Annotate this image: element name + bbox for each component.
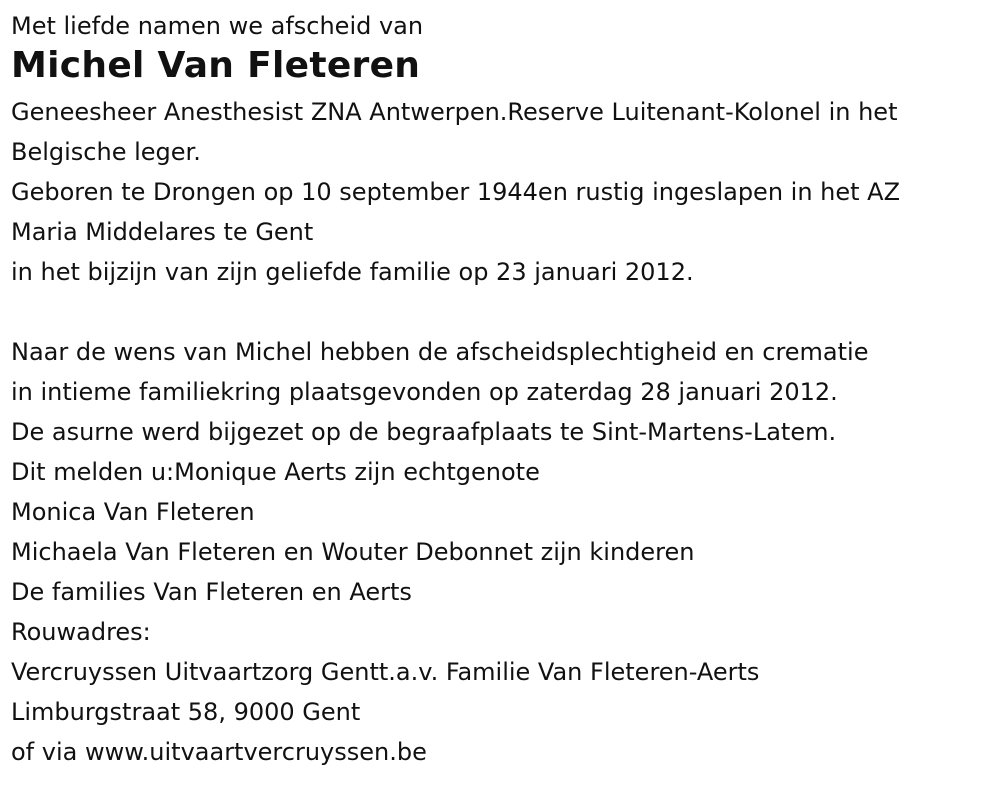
- body-line: Limburgstraat 58, 9000 Gent: [11, 698, 361, 726]
- body-line: in intieme familiekring plaatsgevonden op zaterdag 28 januari 2012.: [11, 378, 838, 406]
- body-line: Geneesheer Anesthesist ZNA Antwerpen.Reserve Luitenant-Kolonel in het: [11, 98, 898, 126]
- paragraph-break: [11, 292, 996, 332]
- body-line: Michaela Van Fleteren en Wouter Debonnet zijn kinderen: [11, 538, 695, 566]
- deceased-name: Michel Van Fleteren: [11, 45, 421, 86]
- body-line: Dit melden u:Monique Aerts zijn echtgenote: [11, 458, 540, 486]
- intro-text: Met liefde namen we afscheid van: [11, 12, 424, 40]
- body-line: Maria Middelares te Gent: [11, 218, 314, 246]
- body-line: in het bijzijn van zijn geliefde familie op 23 januari 2012.: [11, 258, 694, 286]
- notice-body: [11, 92, 996, 772]
- body-line: Vercruyssen Uitvaartzorg Gentt.a.v. Familie Van Fleteren-Aerts: [11, 658, 760, 686]
- website-line: of via www.uitvaartvercruyssen.be: [11, 738, 427, 766]
- body-line: Naar de wens van Michel hebben de afscheidsplechtigheid en crematie: [11, 338, 869, 366]
- body-line: Monica Van Fleteren: [11, 498, 255, 526]
- body-line: Geboren te Drongen op 10 september 1944en rustig ingeslapen in het AZ: [11, 178, 901, 206]
- body-line: Belgische leger.: [11, 138, 201, 166]
- body-line: De families Van Fleteren en Aerts: [11, 578, 412, 606]
- obituary-notice: [11, 6, 996, 772]
- body-line: De asurne werd bijgezet op de begraafplaats te Sint-Martens-Latem.: [11, 418, 837, 446]
- body-line: Rouwadres:: [11, 618, 151, 646]
